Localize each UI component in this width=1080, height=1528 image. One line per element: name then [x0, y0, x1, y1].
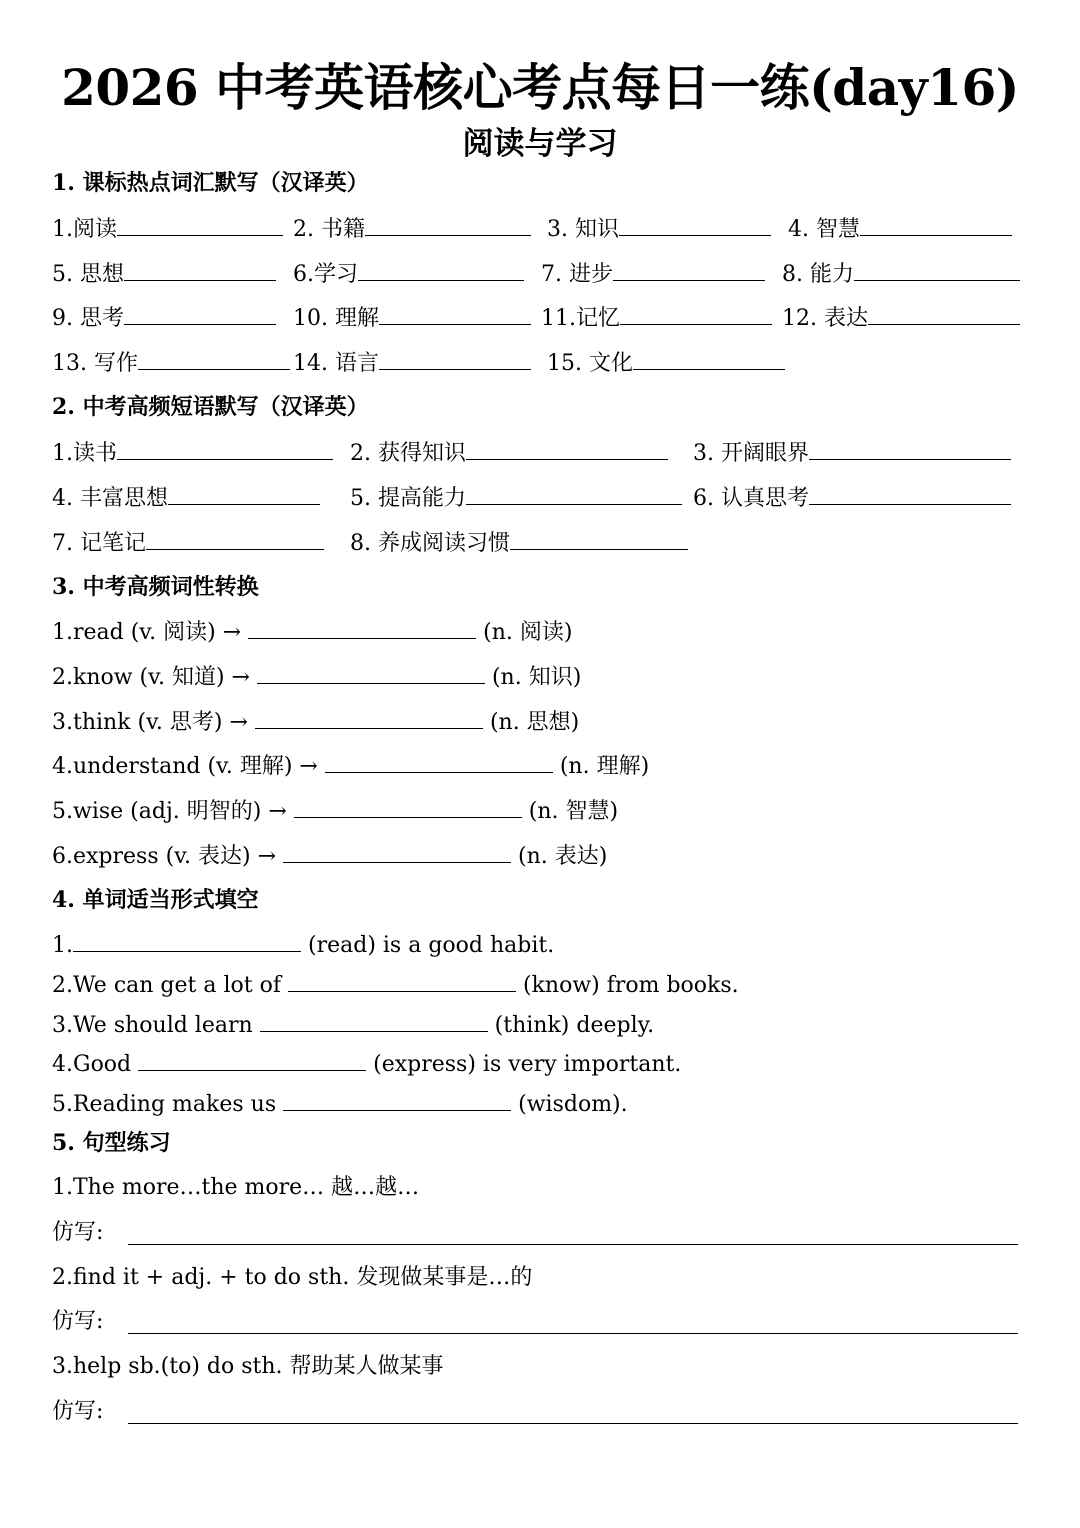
answer-blank[interactable]	[379, 347, 531, 370]
vocab-item: 1.阅读	[52, 213, 283, 245]
sentence-pattern: 1.The more…the more… 越…越…	[52, 1175, 420, 1200]
phrase-item: 7. 记笔记	[52, 527, 324, 559]
section3-heading: 3. 中考高频词性转换	[52, 574, 259, 600]
vocab-item: 6.学习	[293, 258, 524, 290]
answer-blank[interactable]	[294, 795, 522, 818]
fill-in-item: 4.Good (express) is very important.	[52, 1048, 681, 1080]
answer-blank[interactable]	[255, 706, 483, 729]
phrase-item: 8. 养成阅读习惯	[350, 527, 688, 559]
section1-heading: 1. 课标热点词汇默写（汉译英）	[52, 170, 369, 196]
fill-in-item: 2.We can get a lot of (know) from books.	[52, 969, 739, 1001]
imitation-row	[52, 1307, 1018, 1337]
answer-blank[interactable]	[168, 482, 320, 505]
answer-blank[interactable]	[283, 1088, 511, 1111]
phrase-item: 2. 获得知识	[350, 437, 668, 469]
answer-blank[interactable]	[124, 258, 276, 281]
phrase-item: 5. 提高能力	[350, 482, 682, 514]
conversion-item: 1.read (v. 阅读) → (n. 阅读)	[52, 616, 572, 648]
phrase-item: 3. 开阔眼界	[693, 437, 1011, 469]
sentence-pattern: 3.help sb.(to) do sth. 帮助某人做某事	[52, 1354, 444, 1379]
vocab-item: 3. 知识	[547, 213, 771, 245]
answer-blank[interactable]	[809, 437, 1011, 460]
section5-heading: 5. 句型练习	[52, 1130, 171, 1156]
answer-blank[interactable]	[620, 302, 772, 325]
answer-blank[interactable]	[138, 347, 290, 370]
fill-in-item: 1. (read) is a good habit.	[52, 929, 554, 961]
answer-blank[interactable]	[633, 347, 785, 370]
answer-blank[interactable]	[854, 258, 1020, 281]
answer-blank[interactable]	[325, 750, 553, 773]
imitation-row	[52, 1218, 1018, 1248]
answer-blank[interactable]	[248, 616, 476, 639]
section4-heading: 4. 单词适当形式填空	[52, 887, 259, 913]
phrase-item: 6. 认真思考	[693, 482, 1011, 514]
vocab-item: 8. 能力	[782, 258, 1020, 290]
conversion-item: 4.understand (v. 理解) → (n. 理解)	[52, 750, 649, 782]
vocab-item: 7. 进步	[541, 258, 765, 290]
answer-blank[interactable]	[613, 258, 765, 281]
vocab-item: 14. 语言	[293, 347, 531, 379]
answer-blank[interactable]	[860, 213, 1012, 236]
answer-blank[interactable]	[124, 302, 276, 325]
imitation-answer-line[interactable]	[128, 1244, 1018, 1245]
section2-heading: 2. 中考高频短语默写（汉译英）	[52, 394, 369, 420]
answer-blank[interactable]	[466, 482, 682, 505]
vocab-item: 4. 智慧	[788, 213, 1012, 245]
phrase-item: 4. 丰富思想	[52, 482, 320, 514]
fill-in-item: 3.We should learn (think) deeply.	[52, 1009, 654, 1041]
answer-blank[interactable]	[619, 213, 771, 236]
imitation-label: 仿写:	[52, 1399, 104, 1424]
answer-blank[interactable]	[146, 527, 324, 550]
imitation-answer-line[interactable]	[128, 1333, 1018, 1334]
answer-blank[interactable]	[365, 213, 531, 236]
answer-blank[interactable]	[379, 302, 531, 325]
vocab-item: 11.记忆	[541, 302, 772, 334]
conversion-item: 3.think (v. 思考) → (n. 思想)	[52, 706, 579, 738]
answer-blank[interactable]	[868, 302, 1020, 325]
fill-in-item: 5.Reading makes us (wisdom).	[52, 1088, 628, 1120]
vocab-item: 9. 思考	[52, 302, 276, 334]
imitation-answer-line[interactable]	[128, 1423, 1018, 1424]
vocab-item: 15. 文化	[547, 347, 785, 379]
conversion-item: 5.wise (adj. 明智的) → (n. 智慧)	[52, 795, 618, 827]
answer-blank[interactable]	[257, 661, 485, 684]
conversion-item: 6.express (v. 表达) → (n. 表达)	[52, 840, 607, 872]
answer-blank[interactable]	[466, 437, 668, 460]
sentence-pattern: 2.find it + adj. + to do sth. 发现做某事是…的	[52, 1265, 533, 1290]
imitation-label: 仿写:	[52, 1220, 104, 1245]
phrase-item: 1.读书	[52, 437, 333, 469]
imitation-label: 仿写:	[52, 1309, 104, 1334]
answer-blank[interactable]	[138, 1048, 366, 1071]
vocab-item: 10. 理解	[293, 302, 531, 334]
imitation-row	[52, 1397, 1018, 1427]
vocab-item: 12. 表达	[782, 302, 1020, 334]
vocab-item: 2. 书籍	[293, 213, 531, 245]
answer-blank[interactable]	[809, 482, 1011, 505]
answer-blank[interactable]	[288, 969, 516, 992]
answer-blank[interactable]	[283, 840, 511, 863]
answer-blank[interactable]	[73, 929, 301, 952]
answer-blank[interactable]	[510, 527, 688, 550]
vocab-item: 13. 写作	[52, 347, 290, 379]
page-subtitle: 阅读与学习	[462, 126, 618, 162]
answer-blank[interactable]	[117, 213, 283, 236]
conversion-item: 2.know (v. 知道) → (n. 知识)	[52, 661, 581, 693]
vocab-item: 5. 思想	[52, 258, 276, 290]
answer-blank[interactable]	[358, 258, 524, 281]
answer-blank[interactable]	[117, 437, 333, 460]
answer-blank[interactable]	[260, 1009, 488, 1032]
page-title: 2026 中考英语核心考点每日一练(day16)	[61, 58, 1019, 117]
